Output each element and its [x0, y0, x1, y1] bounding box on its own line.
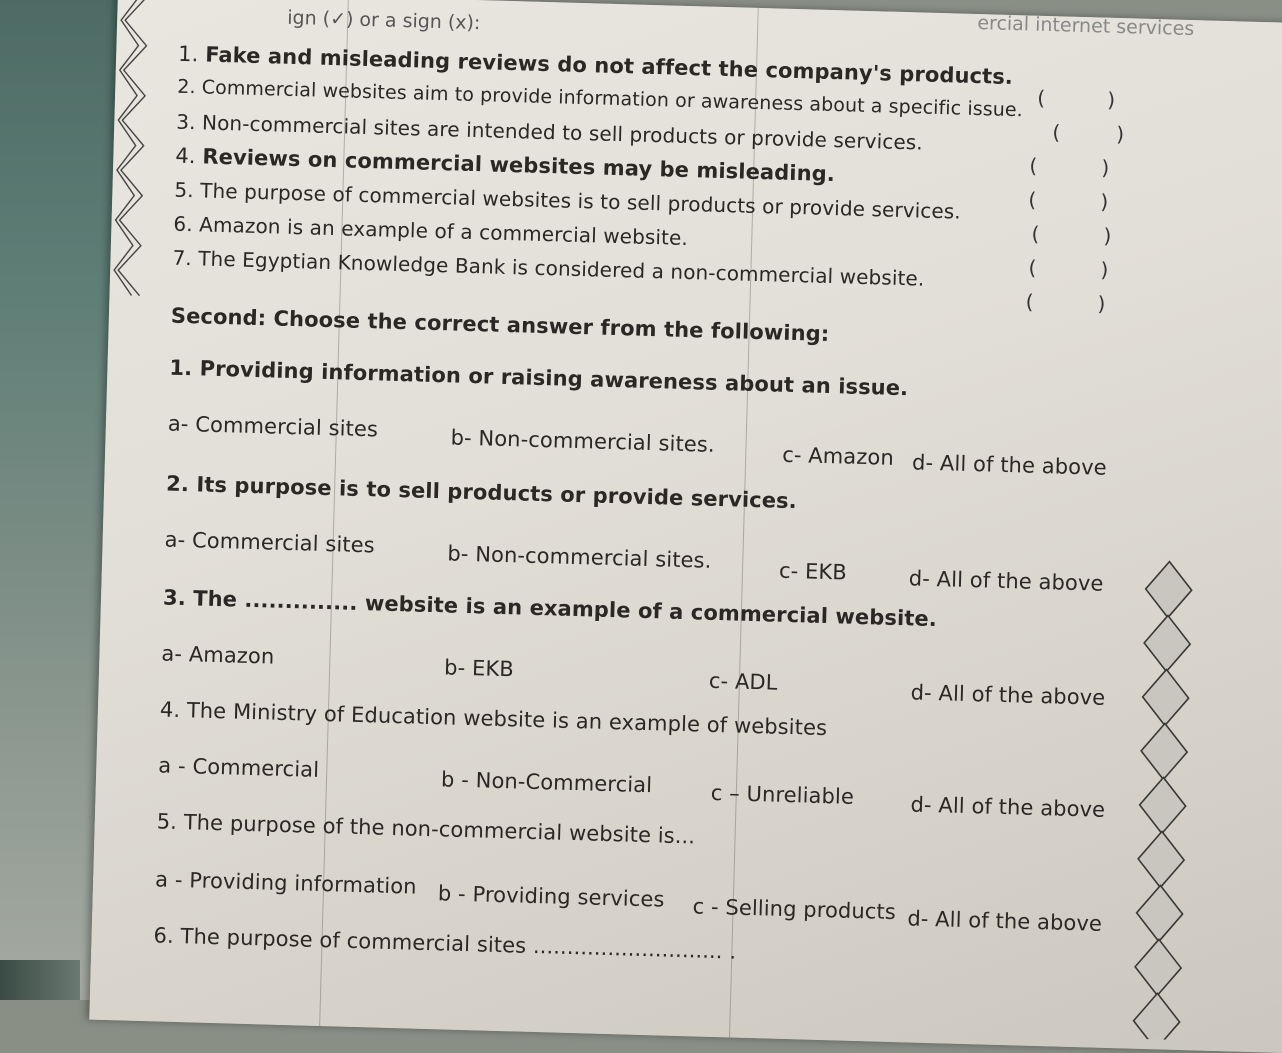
mcq-question-4: 4. The Ministry of Education website is an example of websites [159, 697, 828, 741]
mcq-option[interactable]: c- Amazon [781, 442, 895, 470]
section-heading: Second: Choose the correct answer from the following: [170, 303, 830, 346]
mcq-question-1: 1. Providing information or raising awareness about an issue. [169, 355, 909, 401]
tf-text: Fake and misleading reviews do not affect the company's products. [204, 42, 1014, 90]
mcq-question-6: 6. The purpose of commercial sites ............................ . [153, 923, 737, 964]
mcq-option[interactable]: a- Commercial sites [167, 411, 379, 442]
bracket-open[interactable]: ( [1025, 289, 1034, 314]
bracket-open[interactable]: ( [1029, 153, 1038, 178]
tf-number: 2. [177, 75, 196, 99]
worksheet-page [89, 0, 1282, 1053]
mcq-option[interactable]: a- Commercial sites [164, 527, 376, 558]
mcq-question-5: 5. The purpose of the non-commercial website is... [156, 809, 696, 849]
tf-item-7 [172, 246, 924, 291]
tf-text: Non-commercial sites are intended to sell products or provide services. [201, 110, 924, 155]
mcq-option[interactable]: b- EKB [443, 655, 515, 682]
header-fragment-left: ign (✓) or a sign (x): [286, 6, 481, 35]
mcq-option[interactable]: d- All of the above [910, 680, 1106, 710]
tf-text: The purpose of commercial websites is to sell products or provide services. [199, 178, 962, 224]
bracket-close: ) [1103, 223, 1112, 248]
tf-number: 6. [173, 211, 194, 237]
bracket-close: ) [1116, 121, 1125, 147]
mcq-option[interactable]: d- All of the above [907, 906, 1103, 936]
bracket-open[interactable]: ( [1037, 85, 1046, 110]
mcq-option[interactable]: c - Selling products [692, 894, 897, 925]
tf-number: 3. [176, 109, 196, 135]
mcq-option[interactable]: c- ADL [708, 668, 778, 695]
bracket-close: ) [1100, 257, 1109, 282]
mcq-option[interactable]: a- Amazon [161, 641, 275, 669]
mcq-option[interactable]: c – Unreliable [710, 780, 855, 809]
bracket-close: ) [1097, 291, 1106, 316]
mcq-option[interactable]: b - Providing services [437, 881, 665, 912]
tf-text: Amazon is an example of a commercial website. [198, 212, 689, 251]
tf-number: 4. [175, 143, 196, 169]
bracket-open[interactable]: ( [1028, 187, 1037, 212]
tf-text: Reviews on commercial websites may be misleading. [202, 144, 836, 187]
tf-text: The Egyptian Knowledge Bank is considered a non-commercial website. [197, 246, 925, 291]
mcq-option[interactable]: d- All of the above [910, 792, 1106, 822]
mcq-option[interactable]: b- Non-commercial sites. [447, 541, 712, 573]
mcq-option[interactable]: a - Providing information [154, 867, 417, 899]
mcq-option[interactable]: d- All of the above [908, 566, 1104, 596]
tf-number: 1. [177, 41, 199, 67]
tf-number: 5. [174, 177, 195, 203]
bracket-open[interactable]: ( [1031, 221, 1040, 246]
tf-text: Commercial websites aim to provide information or awareness about a specific issue. [201, 76, 1024, 122]
tf-item-6 [173, 212, 688, 250]
mcq-option[interactable]: a - Commercial [158, 753, 320, 782]
bracket-open[interactable]: ( [1028, 255, 1037, 280]
decorative-border-right [1129, 559, 1196, 1040]
bracket-open[interactable]: ( [1052, 120, 1061, 145]
bracket-close: ) [1100, 189, 1109, 214]
mcq-option[interactable]: c- EKB [778, 558, 848, 585]
mcq-question-3: 3. The .............. website is an example of a commercial website. [162, 585, 938, 632]
tf-number: 7. [172, 245, 193, 271]
mcq-option[interactable]: b - Non-Commercial [440, 767, 653, 798]
mcq-option[interactable]: b- Non-commercial sites. [450, 425, 716, 457]
decorative-border-left [111, 0, 154, 311]
mcq-question-2: 2. Its purpose is to sell products or provide services. [165, 471, 798, 514]
bracket-close: ) [1101, 155, 1110, 180]
mcq-option[interactable]: d- All of the above [911, 450, 1108, 480]
header-fragment-right: ercial internet services [977, 12, 1195, 41]
background-corner [0, 960, 80, 1000]
bracket-close: ) [1106, 87, 1116, 112]
